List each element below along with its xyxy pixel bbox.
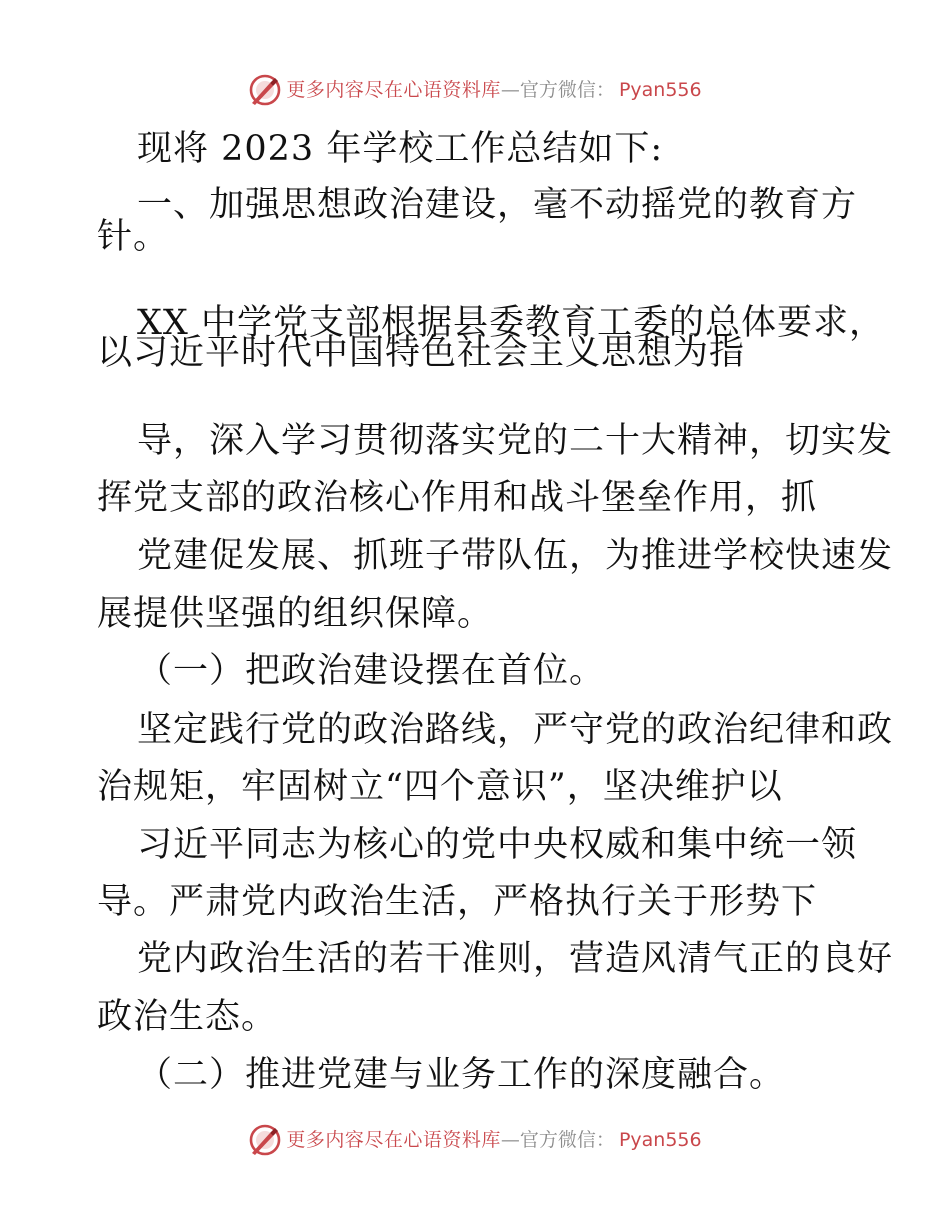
text-line: 导，深入学习贯彻落实党的二十大精神，切实发 — [137, 421, 894, 461]
text-line: 现将 2023 年学校工作总结如下: — [137, 129, 664, 169]
text-line: 展提供坚强的组织保障。 — [97, 594, 494, 634]
text-line: 治规矩，牢固树立“四个意识”，坚决维护以 — [97, 767, 783, 807]
subsection-heading: （一）把政治建设摆在首位。 — [137, 651, 606, 691]
subsection-heading: （二）推进党建与业务工作的深度融合。 — [137, 1055, 786, 1095]
logo-pen-icon — [248, 1123, 282, 1157]
watermark-brand: 更多内容尽在心语资料库 — [286, 79, 501, 101]
text-line: 习近平同志为核心的党中央权威和集中统一领 — [137, 825, 858, 865]
header-watermark — [0, 72, 950, 108]
watermark-label: 官方微信： — [519, 79, 615, 101]
text-line: 坚定践行党的政治路线，严守党的政治纪律和政 — [137, 710, 894, 750]
watermark-label: 官方微信： — [519, 1129, 615, 1151]
text-line: XX 中学党支部根据县委教育工委的总体要求， — [137, 303, 885, 343]
text-line: 党内政治生活的若干准则，营造风清气正的良好 — [137, 939, 894, 979]
watermark-id: Pyan556 — [618, 79, 702, 101]
watermark-separator: — — [500, 1129, 520, 1151]
watermark-brand: 更多内容尽在心语资料库 — [286, 1129, 501, 1151]
text-line: 挥党支部的政治核心作用和战斗堡垒作用，抓 — [97, 478, 818, 518]
text-line: 政治生态。 — [97, 997, 278, 1037]
text-line: 导。严肃党内政治生活，严格执行关于形势下 — [97, 882, 818, 922]
watermark-separator: — — [500, 79, 520, 101]
text-line: 针。 — [97, 217, 170, 257]
section-heading: 一、加强思想政治建设，毫不动摇党的教育方 — [137, 185, 858, 225]
text-line: 以习近平时代中国特色社会主义思想为指 — [97, 333, 746, 373]
logo-pen-icon — [248, 73, 282, 107]
footer-watermark — [0, 1122, 950, 1158]
watermark-id: Pyan556 — [618, 1129, 702, 1151]
text-line: 党建促发展、抓班子带队伍，为推进学校快速发 — [137, 536, 894, 576]
